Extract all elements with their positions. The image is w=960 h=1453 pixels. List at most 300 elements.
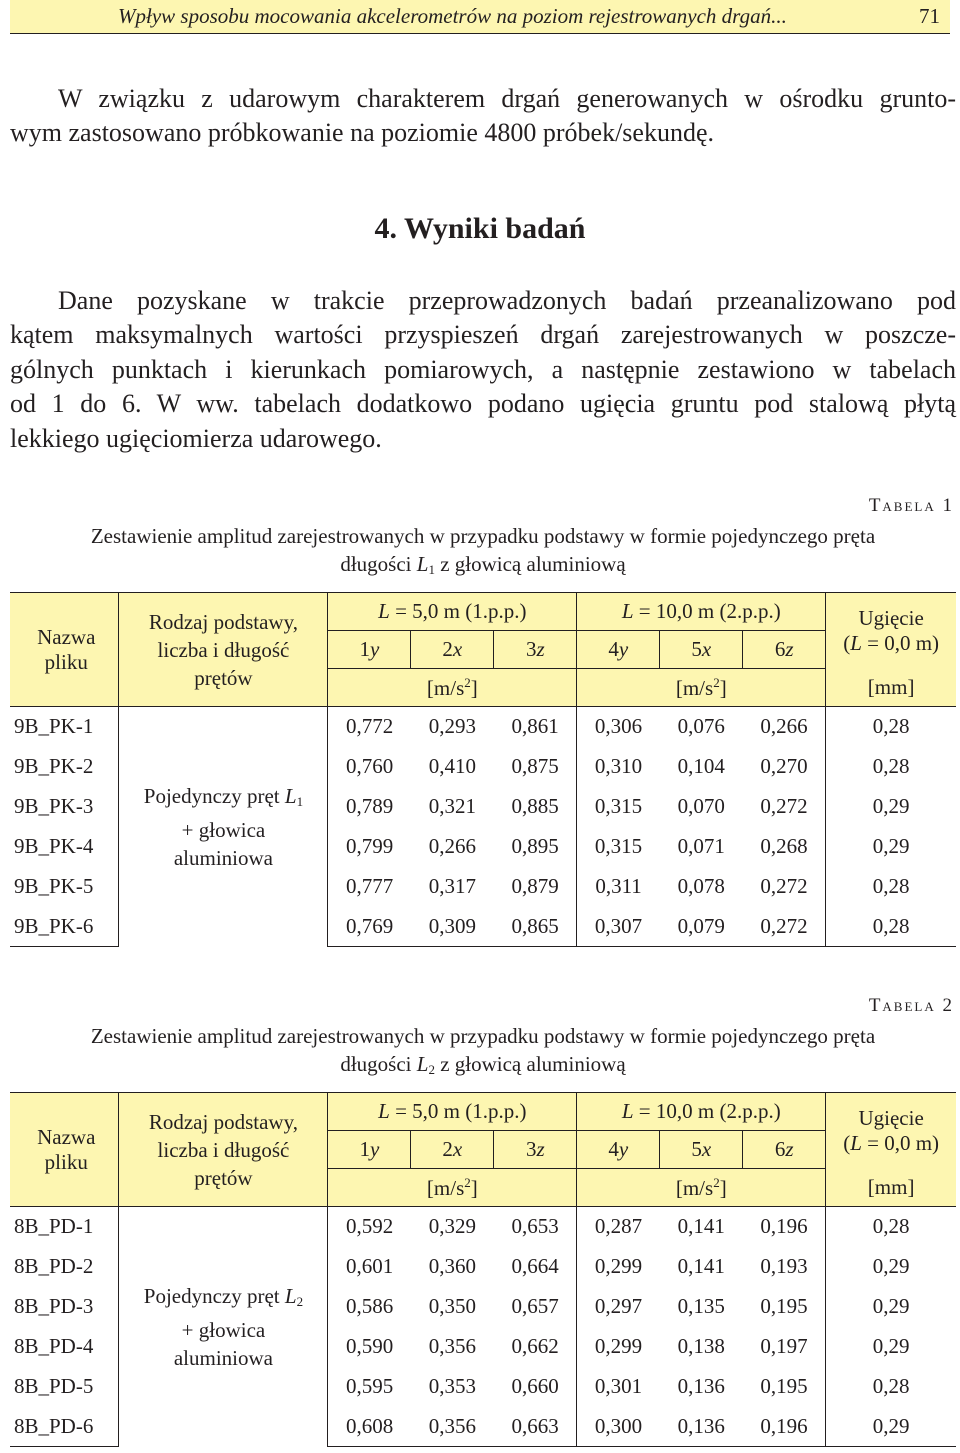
header-row — [10, 593, 956, 631]
value-cell — [577, 1327, 660, 1367]
header-text: pliku — [44, 1149, 88, 1174]
header-unit — [328, 1169, 577, 1207]
file-name: 9B_PK-6 — [14, 913, 94, 938]
value-text: 0,592 — [345, 1214, 394, 1239]
value-text: 0,772 — [345, 714, 394, 739]
header-unit — [328, 669, 577, 707]
value-text: 0,193 — [760, 1254, 808, 1278]
file-name-cell — [10, 707, 119, 747]
deflection-cell — [826, 747, 956, 787]
value-cell — [328, 1407, 411, 1447]
value-text: 0,078 — [677, 874, 725, 898]
value-cell — [494, 867, 577, 907]
value-text: 0,141 — [677, 1254, 725, 1278]
header-text: Nazwa — [37, 624, 96, 649]
unit-text: [mm] — [867, 1174, 915, 1199]
deflection-cell — [826, 1287, 956, 1327]
value-text: 0,329 — [428, 1214, 476, 1239]
deflection-text: 0,29 — [872, 1294, 910, 1318]
value-text: 0,301 — [594, 1374, 643, 1398]
file-name: 8B_PD-1 — [14, 1214, 94, 1239]
text-line: od 1 do 6. W ww. tabelach dodatkowo podano ugięcia gruntu pod stalową płytą — [10, 389, 956, 419]
value-text: 0,595 — [345, 1374, 394, 1398]
header-unit — [826, 1169, 956, 1207]
value-cell — [743, 1207, 826, 1247]
value-text: 0,769 — [345, 913, 394, 938]
value-cell — [411, 1287, 494, 1327]
file-name-cell — [10, 1367, 119, 1407]
deflection-text: 0,28 — [872, 714, 910, 739]
value-cell — [328, 707, 411, 747]
axis-label: 5x — [691, 1137, 712, 1161]
value-text: 0,196 — [760, 1413, 808, 1438]
value-cell — [411, 707, 494, 747]
text-line: Dane pozyskane w trakcie przeprowadzonych badań przeanalizowano pod — [58, 286, 956, 315]
axis-label: 3z — [525, 1137, 545, 1161]
value-cell — [743, 1287, 826, 1327]
header-group-2 — [577, 1093, 826, 1131]
value-cell — [743, 747, 826, 787]
header-text: L = 5,0 m (1.p.p.) — [378, 599, 527, 623]
value-text: 0,297 — [594, 1294, 643, 1318]
value-cell — [660, 787, 743, 827]
file-name-cell — [10, 1207, 119, 1247]
deflection-text: 0,28 — [872, 754, 910, 778]
deflection-text: 0,29 — [872, 1254, 910, 1278]
base-text: Pojedynczy pręt — [143, 783, 285, 808]
value-cell — [577, 1207, 660, 1247]
header-axis — [494, 1131, 577, 1169]
value-text: 0,895 — [511, 834, 559, 858]
value-text: 0,195 — [760, 1374, 808, 1398]
value-cell — [743, 1327, 826, 1367]
value-text: 0,300 — [594, 1413, 643, 1438]
value-text: 0,660 — [511, 1374, 559, 1398]
caption-line: Zestawienie amplitud zarejestrowanych w przypadku podstawy w formie pojedynczego pręta — [90, 1024, 876, 1048]
file-name: 8B_PD-4 — [14, 1334, 94, 1358]
header-deflection — [826, 593, 956, 669]
value-text: 0,266 — [428, 834, 476, 858]
page-number: 71 — [919, 4, 940, 28]
caption-variable: L — [416, 552, 429, 576]
file-name: 8B_PD-5 — [14, 1374, 94, 1398]
value-cell — [494, 907, 577, 947]
deflection-cell — [826, 907, 956, 947]
value-text: 0,760 — [345, 754, 394, 778]
value-text: 0,799 — [345, 834, 394, 858]
header-deflection — [826, 1093, 956, 1169]
value-cell — [660, 1247, 743, 1287]
file-name-cell — [10, 1327, 119, 1367]
file-name-cell — [10, 907, 119, 947]
value-text: 0,293 — [428, 714, 476, 739]
value-text: 0,601 — [345, 1254, 394, 1278]
deflection-cell — [826, 707, 956, 747]
header-text: liczba i długość — [157, 1137, 290, 1162]
deflection-cell — [826, 1327, 956, 1367]
value-text: 0,608 — [345, 1413, 394, 1438]
unit-text: ] — [719, 1175, 727, 1200]
file-name-cell — [10, 1247, 119, 1287]
file-name-cell — [10, 1287, 119, 1327]
axis-label: 2x — [442, 637, 463, 661]
file-name: 9B_PK-4 — [14, 834, 94, 858]
caption-text: z głowicą aluminiową — [434, 552, 626, 576]
deflection-cell — [826, 867, 956, 907]
value-cell — [660, 747, 743, 787]
file-name-cell — [10, 867, 119, 907]
value-cell — [577, 787, 660, 827]
axis-label: 4y — [608, 1137, 629, 1161]
intro-paragraph — [10, 82, 956, 151]
value-text: 0,315 — [594, 794, 643, 818]
value-text: 0,136 — [677, 1374, 725, 1398]
file-name-cell — [10, 827, 119, 867]
header-unit — [577, 1169, 826, 1207]
value-cell — [328, 827, 411, 867]
value-text: 0,662 — [511, 1334, 559, 1358]
value-cell — [577, 867, 660, 907]
value-cell — [660, 1327, 743, 1367]
file-name: 8B_PD-3 — [14, 1294, 94, 1318]
value-cell — [577, 1287, 660, 1327]
value-cell — [660, 1287, 743, 1327]
text-line: kątem maksymalnych wartości przyspieszeń drgań zarejestrowanych w poszcze- — [10, 320, 956, 350]
unit-text: ] — [470, 675, 478, 700]
value-text: 0,663 — [511, 1413, 559, 1438]
deflection-cell — [826, 1207, 956, 1247]
axis-label: 6z — [774, 637, 794, 661]
value-cell — [411, 787, 494, 827]
unit-exponent: 2 — [464, 1174, 471, 1190]
header-text: Rodzaj podstawy, — [148, 1109, 298, 1134]
axis-label: 3z — [525, 637, 545, 661]
value-text: 0,287 — [594, 1214, 643, 1239]
header-text: prętów — [194, 1165, 253, 1190]
header-text: pliku — [44, 649, 88, 674]
header-text: Ugięcie — [858, 605, 924, 630]
value-cell — [494, 1327, 577, 1367]
value-text: 0,270 — [760, 754, 808, 778]
value-cell — [328, 1327, 411, 1367]
header-text: liczba i długość — [157, 637, 290, 662]
value-text: 0,315 — [594, 834, 643, 858]
header-axis — [660, 1131, 743, 1169]
text-line: gólnych punktach i kierunkach pomiarowych, a następnie zestawiono w tabelach — [10, 354, 956, 384]
value-cell — [660, 1207, 743, 1247]
value-text: 0,653 — [511, 1214, 559, 1239]
value-cell — [743, 1247, 826, 1287]
value-text: 0,657 — [511, 1294, 559, 1318]
value-text: 0,664 — [511, 1254, 559, 1278]
base-line: aluminiowa — [173, 1345, 273, 1370]
base-variable: L — [284, 783, 297, 808]
value-text: 0,070 — [677, 794, 725, 818]
deflection-text: 0,28 — [872, 1374, 910, 1398]
value-cell — [328, 1247, 411, 1287]
header-axis — [743, 631, 826, 669]
deflection-text: 0,29 — [872, 834, 910, 858]
value-cell — [743, 907, 826, 947]
value-cell — [743, 707, 826, 747]
value-text: 0,079 — [677, 913, 725, 938]
header-row — [10, 1093, 956, 1131]
deflection-text: 0,29 — [872, 794, 910, 818]
value-cell — [577, 1407, 660, 1447]
value-cell — [660, 707, 743, 747]
value-cell — [494, 1247, 577, 1287]
header-text: Ugięcie — [858, 1105, 924, 1130]
value-cell — [577, 1367, 660, 1407]
value-text: 0,272 — [760, 874, 808, 898]
header-group-1 — [328, 593, 577, 631]
running-head-title: Wpływ sposobu mocowania akcelerometrów na poziom rejestrowanych drgań... — [118, 4, 787, 28]
value-text: 0,299 — [594, 1254, 643, 1278]
unit-text: [m/s — [675, 1175, 714, 1200]
file-name: 9B_PK-1 — [14, 714, 94, 739]
value-text: 0,135 — [677, 1294, 725, 1318]
header-axis — [743, 1131, 826, 1169]
value-text: 0,410 — [428, 754, 476, 778]
value-cell — [494, 1287, 577, 1327]
base-variable: L — [284, 1283, 297, 1308]
file-name-cell — [10, 787, 119, 827]
deflection-text: 0,28 — [872, 913, 910, 938]
table-caption — [0, 522, 960, 584]
header-axis — [411, 1131, 494, 1169]
caption-line: Zestawienie amplitud zarejestrowanych w przypadku podstawy w formie pojedynczego pręta — [90, 524, 876, 548]
value-cell — [328, 1287, 411, 1327]
value-text: 0,307 — [594, 913, 643, 938]
base-line — [119, 782, 327, 816]
value-cell — [660, 867, 743, 907]
value-cell — [411, 1367, 494, 1407]
header-text: L = 10,0 m (2.p.p.) — [621, 599, 781, 623]
header-axis — [411, 631, 494, 669]
value-cell — [743, 867, 826, 907]
file-name: 9B_PK-5 — [14, 874, 94, 898]
header-text: L = 10,0 m (2.p.p.) — [621, 1099, 781, 1123]
caption-line — [0, 550, 960, 584]
unit-text: ] — [719, 675, 727, 700]
value-cell — [743, 827, 826, 867]
file-name: 8B_PD-6 — [14, 1413, 94, 1438]
value-cell — [328, 1207, 411, 1247]
deflection-text: 0,29 — [872, 1334, 910, 1358]
unit-text: ] — [470, 1175, 478, 1200]
value-cell — [494, 747, 577, 787]
header-axis — [577, 1131, 660, 1169]
base-line: aluminiowa — [173, 845, 273, 870]
caption-text: długości — [340, 1052, 417, 1076]
header-axis — [494, 631, 577, 669]
value-text: 0,311 — [595, 874, 642, 898]
value-text: 0,309 — [428, 913, 476, 938]
value-cell — [743, 787, 826, 827]
section-heading: 4. Wyniki badań — [374, 212, 586, 245]
running-head — [10, 0, 950, 34]
value-text: 0,353 — [428, 1374, 476, 1398]
value-cell — [328, 747, 411, 787]
deflection-cell — [826, 1367, 956, 1407]
base-type-cell — [119, 1207, 328, 1447]
unit-text: [m/s — [426, 675, 465, 700]
value-cell — [660, 1367, 743, 1407]
table-label: Tabela 2 — [868, 995, 954, 1016]
header-file-name — [10, 593, 119, 707]
value-cell — [743, 1367, 826, 1407]
value-text: 0,321 — [428, 794, 476, 818]
header-unit — [826, 669, 956, 707]
value-text: 0,268 — [760, 834, 808, 858]
base-subscript: 1 — [296, 793, 304, 809]
value-cell — [411, 1207, 494, 1247]
file-name: 9B_PK-2 — [14, 754, 94, 778]
axis-label: 5x — [691, 637, 712, 661]
value-cell — [411, 747, 494, 787]
caption-subscript: 1 — [428, 562, 435, 577]
axis-label: 1y — [359, 1137, 380, 1161]
unit-text: [m/s — [675, 675, 714, 700]
base-line: + głowica — [181, 1317, 266, 1342]
value-text: 0,197 — [760, 1334, 808, 1358]
value-text: 0,586 — [345, 1294, 394, 1318]
file-name-cell — [10, 747, 119, 787]
caption-subscript: 2 — [428, 1062, 435, 1077]
deflection-cell — [826, 827, 956, 867]
header-axis — [577, 631, 660, 669]
caption-text: z głowicą aluminiową — [434, 1052, 626, 1076]
value-cell — [660, 827, 743, 867]
text-line: lekkiego ugięciomierza udarowego. — [10, 423, 382, 453]
data-table — [10, 592, 956, 947]
value-text: 0,141 — [677, 1214, 725, 1239]
value-text: 0,350 — [428, 1294, 476, 1318]
axis-label: 2x — [442, 1137, 463, 1161]
axis-label: 4y — [608, 637, 629, 661]
value-cell — [494, 707, 577, 747]
value-text: 0,356 — [428, 1413, 476, 1438]
deflection-cell — [826, 1407, 956, 1447]
value-cell — [328, 1367, 411, 1407]
header-text: Rodzaj podstawy, — [148, 609, 298, 634]
value-text: 0,777 — [345, 874, 394, 898]
header-axis — [328, 631, 411, 669]
file-name-cell — [10, 1407, 119, 1447]
value-text: 0,195 — [760, 1294, 808, 1318]
value-text: 0,272 — [760, 913, 808, 938]
value-cell — [494, 827, 577, 867]
unit-exponent: 2 — [464, 674, 471, 690]
value-text: 0,076 — [677, 714, 725, 739]
header-text: (L = 0,0 m) — [843, 630, 940, 655]
value-text: 0,356 — [428, 1334, 476, 1358]
base-line — [119, 1282, 327, 1316]
text-line: W związku z udarowym charakterem drgań generowanych w ośrodku grunto- — [58, 84, 956, 113]
table-label: Tabela 1 — [868, 495, 954, 516]
unit-text: [m/s — [426, 1175, 465, 1200]
header-text: (L = 0,0 m) — [843, 1130, 940, 1155]
value-cell — [577, 827, 660, 867]
header-text: Nazwa — [37, 1124, 96, 1149]
value-text: 0,590 — [345, 1334, 394, 1358]
deflection-cell — [826, 1247, 956, 1287]
caption-line — [0, 1050, 960, 1084]
value-text: 0,138 — [677, 1334, 725, 1358]
value-text: 0,861 — [511, 714, 559, 739]
header-base-type — [119, 593, 328, 707]
value-text: 0,196 — [760, 1214, 808, 1239]
value-text: 0,266 — [760, 714, 808, 739]
file-name: 9B_PK-3 — [14, 794, 94, 818]
value-cell — [411, 907, 494, 947]
data-table — [10, 1092, 956, 1447]
header-text: prętów — [194, 665, 253, 690]
value-text: 0,789 — [345, 794, 394, 818]
value-cell — [660, 1407, 743, 1447]
value-cell — [328, 787, 411, 827]
header-group-2 — [577, 593, 826, 631]
value-text: 0,310 — [594, 754, 643, 778]
axis-label: 6z — [774, 1137, 794, 1161]
deflection-text: 0,28 — [872, 1214, 910, 1239]
header-base-type — [119, 1093, 328, 1207]
value-cell — [494, 787, 577, 827]
caption-text: długości — [340, 552, 417, 576]
header-file-name — [10, 1093, 119, 1207]
header-group-1 — [328, 1093, 577, 1131]
table-caption — [0, 1022, 960, 1084]
caption-variable: L — [416, 1052, 429, 1076]
value-text: 0,885 — [511, 794, 559, 818]
results-paragraph — [10, 284, 956, 456]
value-cell — [411, 1247, 494, 1287]
header-axis — [660, 631, 743, 669]
deflection-text: 0,28 — [872, 874, 910, 898]
table-row — [10, 707, 956, 747]
value-cell — [577, 747, 660, 787]
value-text: 0,299 — [594, 1334, 643, 1358]
value-cell — [577, 707, 660, 747]
value-text: 0,360 — [428, 1254, 476, 1278]
value-text: 0,879 — [511, 874, 559, 898]
value-text: 0,272 — [760, 794, 808, 818]
base-line: + głowica — [181, 817, 266, 842]
unit-exponent: 2 — [713, 1174, 720, 1190]
base-type-cell — [119, 707, 328, 947]
value-cell — [328, 907, 411, 947]
value-text: 0,865 — [511, 913, 559, 938]
value-cell — [743, 1407, 826, 1447]
value-text: 0,306 — [594, 714, 643, 739]
value-text: 0,136 — [677, 1413, 725, 1438]
value-cell — [577, 1247, 660, 1287]
header-axis — [328, 1131, 411, 1169]
deflection-text: 0,29 — [872, 1413, 910, 1438]
file-name: 8B_PD-2 — [14, 1254, 94, 1278]
table-row — [10, 1207, 956, 1247]
value-text: 0,071 — [677, 834, 725, 858]
deflection-cell — [826, 787, 956, 827]
header-unit — [577, 669, 826, 707]
value-cell — [660, 907, 743, 947]
value-cell — [494, 1367, 577, 1407]
value-cell — [328, 867, 411, 907]
value-cell — [494, 1207, 577, 1247]
value-text: 0,875 — [511, 754, 559, 778]
value-cell — [494, 1407, 577, 1447]
value-cell — [411, 867, 494, 907]
